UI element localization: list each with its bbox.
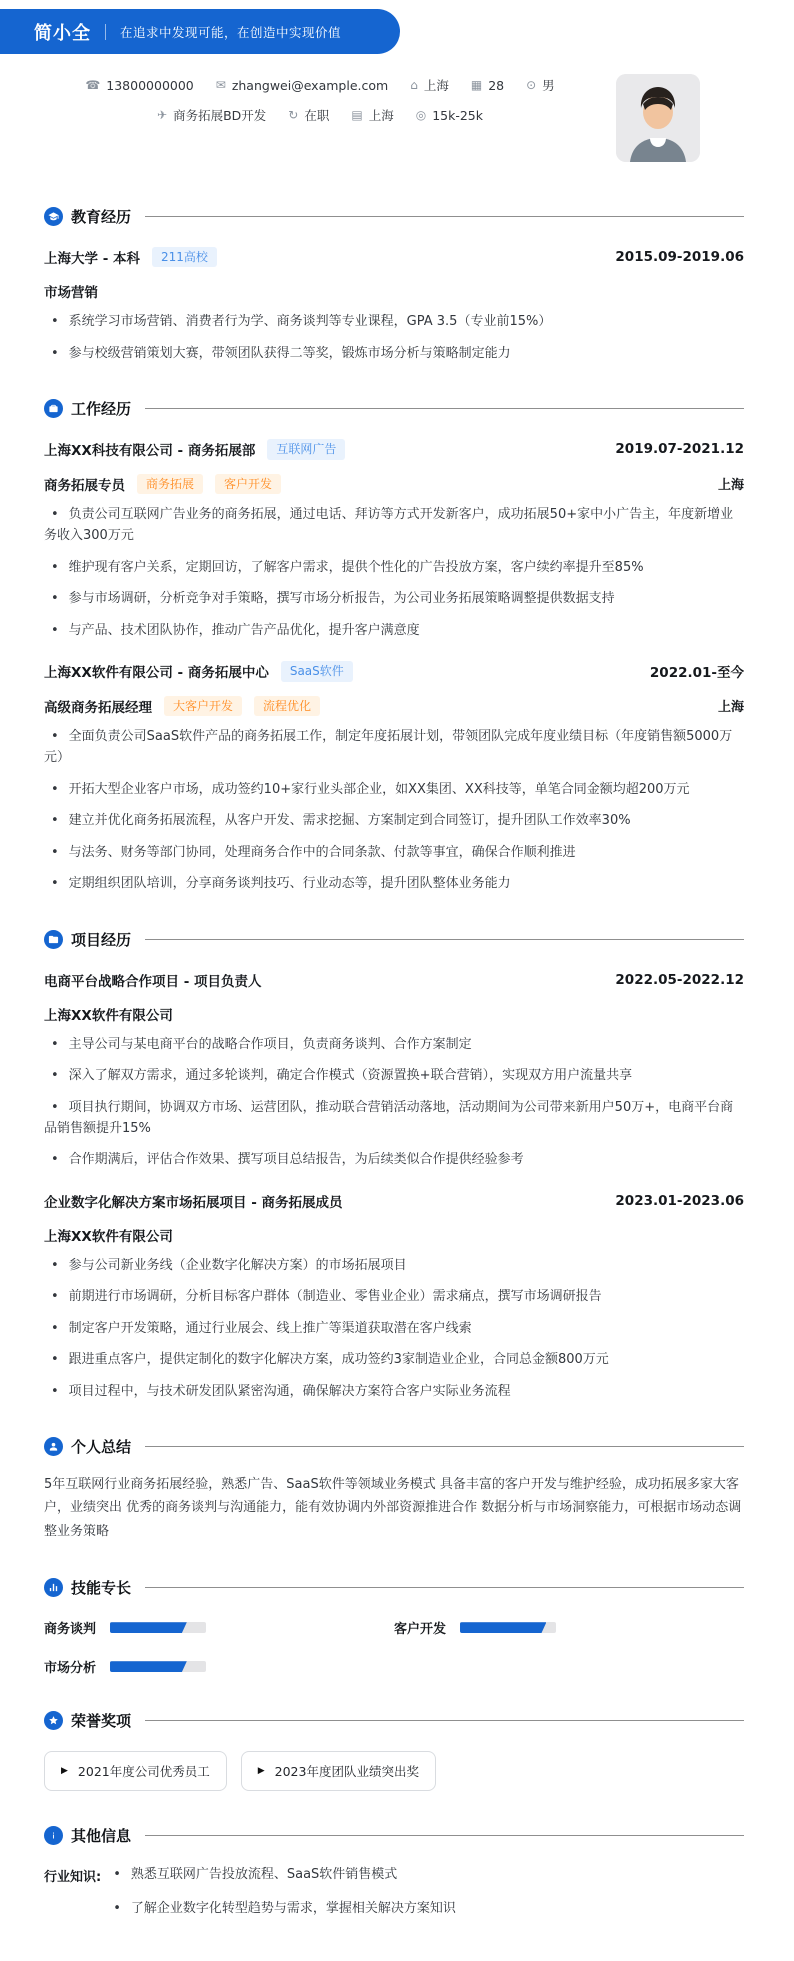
section-title-projects: 项目经历 — [71, 930, 132, 949]
profile-photo — [616, 74, 700, 162]
contact-city — [351, 106, 393, 124]
role-tag: 商务拓展 — [137, 474, 203, 494]
resume-body — [0, 206, 794, 1961]
gender-icon: ⊙ — [526, 78, 537, 92]
status-value: 在职 — [304, 108, 330, 123]
award-badge — [44, 1751, 227, 1791]
bullet-item: • 项目过程中，与技术研发团队紧密沟通，确保解决方案符合客户实际业务流程 — [44, 1381, 744, 1402]
contact-salary — [416, 108, 483, 123]
project-date: 2022.05-2022.12 — [615, 971, 744, 988]
section-title-summary: 个人总结 — [71, 1438, 132, 1457]
bar-chart-icon — [44, 1578, 63, 1597]
phone-icon: ☎ — [85, 78, 101, 92]
education-date: 2015.09-2019.06 — [615, 249, 744, 266]
bullet-item: • 深入了解双方需求，通过多轮谈判，确定合作模式（资源置换+联合营销），实现双方用户流量共享 — [44, 1065, 744, 1086]
award-label: 2021年度公司优秀员工 — [77, 1764, 210, 1780]
bullet-item: • 与产品、技术团队协作，推动广告产品优化，提升客户满意度 — [44, 620, 744, 641]
section-divider-line — [145, 939, 744, 940]
section-divider-line — [145, 1446, 744, 1447]
contact-header — [0, 72, 794, 172]
brand-name: 简小全 — [34, 22, 91, 44]
bullet-item: • 参与市场调研，分析竞争对手策略，撰写市场分析报告，为公司业务拓展策略调整提供数据支持 — [44, 588, 744, 609]
skill-name: 客户开发 — [394, 1622, 447, 1638]
section-title-skills: 技能专长 — [71, 1579, 132, 1598]
salary-value: 15k-25k — [432, 107, 483, 123]
bullet-item: • 了解企业数字化转型趋势与需求，掌握相关解决方案知识 — [113, 1898, 456, 1919]
person-icon — [44, 1437, 63, 1456]
awards-list — [44, 1751, 744, 1791]
role-title: 高级商务拓展经理 — [44, 699, 152, 716]
work-location: 上海 — [717, 700, 744, 716]
bullet-item: • 熟悉互联网广告投放流程、SaaS软件销售模式 — [113, 1864, 456, 1885]
skill-bar-fill — [110, 1661, 187, 1672]
work-bullets — [44, 504, 744, 641]
email-value: zhangwei@example.com — [231, 77, 389, 93]
gender-value: 男 — [542, 78, 555, 93]
work-role-row — [44, 474, 744, 494]
skills-grid — [44, 1618, 744, 1676]
skill-bar-track — [460, 1622, 556, 1633]
contact-phone — [85, 78, 193, 93]
skill-bar-fill — [110, 1622, 187, 1633]
banner-divider — [105, 24, 106, 40]
skill-name: 市场分析 — [44, 1661, 97, 1677]
project-company: 上海XX软件有限公司 — [44, 1007, 173, 1024]
industry-tag: SaaS软件 — [281, 661, 353, 681]
project-company-row — [44, 1225, 744, 1245]
bullet-item: • 主导公司与某电商平台的战略合作项目，负责商务谈判、合作方案制定 — [44, 1034, 744, 1055]
bullet-item: • 系统学习市场营销、消费者行为学、商务谈判等专业课程，GPA 3.5（专业前15%） — [44, 311, 744, 332]
contact-email — [216, 78, 388, 93]
briefcase-icon — [44, 399, 63, 418]
summary-text: 5年互联网行业商务拓展经验，熟悉广告、SaaS软件等领域业务模式 具备丰富的客户开发与维护经验，成功拓展多家大客户，业绩突出 优秀的商务谈判与沟通能力，能有效协调内外部资源推进合作 数据分析与市场洞察能力，可根据市场动态调整业务策略 — [44, 1477, 742, 1539]
bullet-item: • 定期组织团队培训，分享商务谈判技巧、行业动态等，提升团队整体业务能力 — [44, 873, 744, 894]
role-tag: 大客户开发 — [164, 696, 242, 716]
section-divider-line — [145, 1835, 744, 1836]
bullet-item: • 参与校级营销策划大赛，带领团队获得二等奖，锻炼市场分析与策略制定能力 — [44, 343, 744, 364]
contact-info — [0, 72, 640, 124]
bullet-item: • 全面负责公司SaaS软件产品的商务拓展工作，制定年度拓展计划，带领团队完成年度业绩目标（年度销售额5000万元） — [44, 726, 744, 769]
bullet-item: • 与法务、财务等部门协同，处理商务合作中的合同条款、付款等事宜，确保合作顺利推进 — [44, 842, 744, 863]
salary-icon: ◎ — [415, 108, 427, 122]
contact-job-intent — [157, 106, 266, 124]
skill-name: 商务谈判 — [44, 1622, 97, 1638]
email-icon: ✉ — [215, 78, 226, 92]
school-name: 上海大学 - 本科 — [44, 251, 141, 268]
project-name: 电商平台战略合作项目 - 项目负责人 — [44, 973, 262, 990]
section-divider-line — [145, 1720, 744, 1721]
skill-bar-track — [110, 1661, 206, 1672]
section-header-summary — [44, 1436, 744, 1457]
profile-photo-illustration — [616, 74, 700, 162]
section-header-skills — [44, 1577, 744, 1598]
award-badge — [241, 1751, 436, 1791]
project-entry-header — [44, 970, 744, 990]
project-name: 企业数字化解决方案市场拓展项目 - 商务拓展成员 — [44, 1194, 343, 1211]
contact-row-2 — [0, 106, 640, 124]
city-value: 上海 — [368, 108, 394, 123]
brand-banner — [0, 9, 400, 54]
section-header-education — [44, 206, 744, 227]
role-title: 商务拓展专员 — [44, 477, 125, 494]
major-name: 市场营销 — [44, 285, 98, 302]
bullet-item: • 前期进行市场调研，分析目标客户群体（制造业、零售业企业）需求痛点，撰写市场调研报告 — [44, 1286, 744, 1307]
role-tag: 客户开发 — [215, 474, 281, 494]
section-divider-line — [145, 216, 744, 217]
age-value: 28 — [488, 77, 505, 93]
home-icon: ⌂ — [410, 78, 418, 92]
age-icon: ▦ — [470, 78, 483, 92]
bullet-item: • 跟进重点客户，提供定制化的数字化解决方案，成功签约3家制造业企业，合同总金额800万元 — [44, 1349, 744, 1370]
paper-plane-icon: ✈ — [157, 108, 168, 122]
bullet-item: • 制定客户开发策略，通过行业展会、线上推广等渠道获取潜在客户线索 — [44, 1318, 744, 1339]
phone-value: 13800000000 — [106, 77, 194, 93]
project-date: 2023.01-2023.06 — [615, 1192, 744, 1209]
section-title-other: 其他信息 — [71, 1827, 132, 1846]
section-header-awards — [44, 1710, 744, 1731]
education-bullets — [44, 311, 744, 364]
section-header-projects — [44, 929, 744, 950]
section-header-other — [44, 1825, 744, 1846]
section-divider-line — [145, 1587, 744, 1588]
section-header-work — [44, 398, 744, 419]
graduation-cap-icon — [44, 207, 63, 226]
section-title-work: 工作经历 — [71, 400, 132, 419]
work-date: 2022.01-至今 — [649, 665, 744, 682]
school-tag: 211高校 — [152, 247, 217, 267]
status-icon: ↻ — [288, 108, 299, 122]
section-divider-line — [145, 408, 744, 409]
brand-tagline: 在追求中发现可能，在创造中实现价值 — [120, 24, 342, 40]
skill-item — [44, 1657, 394, 1676]
skill-item — [44, 1618, 394, 1637]
company-name: 上海XX软件有限公司 - 商务拓展中心 — [44, 665, 269, 682]
work-date: 2019.07-2021.12 — [615, 441, 744, 458]
contact-location — [410, 76, 449, 94]
work-location: 上海 — [717, 478, 744, 494]
bullet-item: • 负责公司互联网广告业务的商务拓展，通过电话、拜访等方式开发新客户，成功拓展50+家中小广告主，年度新增业务收入300万元 — [44, 504, 744, 547]
contact-age — [471, 78, 504, 93]
project-bullets — [44, 1255, 744, 1402]
section-title-awards: 荣誉奖项 — [71, 1712, 132, 1731]
work-bullets — [44, 726, 744, 895]
play-triangle-icon: ▶ — [61, 1766, 68, 1777]
project-entry-header — [44, 1191, 744, 1211]
bullet-item: • 维护现有客户关系，定期回访，了解客户需求，提供个性化的广告投放方案，客户续约率提升至85% — [44, 557, 744, 578]
project-company-row — [44, 1004, 744, 1024]
bullet-item: • 合作期满后，评估合作效果、撰写项目总结报告，为后续类似合作提供经验参考 — [44, 1149, 744, 1170]
contact-row-1 — [0, 76, 640, 94]
document-icon: ▤ — [351, 108, 363, 122]
industry-tag: 互联网广告 — [267, 439, 345, 459]
folder-icon — [44, 930, 63, 949]
work-entry-header — [44, 439, 744, 459]
contact-gender — [526, 76, 555, 94]
role-tag: 流程优化 — [254, 696, 320, 716]
work-entry-header — [44, 661, 744, 681]
other-info-label: 行业知识: — [44, 1870, 102, 1886]
bullet-item: • 开拓大型企业客户市场，成功签约10+家行业头部企业，如XX集团、XX科技等，单笔合同金额均超200万元 — [44, 779, 744, 800]
company-name: 上海XX科技有限公司 - 商务拓展部 — [44, 443, 256, 460]
education-entry-header — [44, 247, 744, 267]
other-info-list — [113, 1864, 456, 1931]
skill-item — [394, 1618, 744, 1637]
skill-bar-track — [110, 1622, 206, 1633]
section-title-education: 教育经历 — [71, 208, 132, 226]
bullet-item: • 参与公司新业务线（企业数字化解决方案）的市场拓展项目 — [44, 1255, 744, 1276]
project-bullets — [44, 1034, 744, 1171]
contact-status — [288, 106, 329, 124]
star-icon — [44, 1711, 63, 1730]
location-value: 上海 — [423, 78, 449, 93]
info-icon — [44, 1826, 63, 1845]
bullet-item: • 建立并优化商务拓展流程，从客户开发、需求挖掘、方案制定到合同签订，提升团队工作效率30% — [44, 810, 744, 831]
award-label: 2023年度团队业绩突出奖 — [274, 1764, 419, 1780]
work-role-row — [44, 696, 744, 716]
project-company: 上海XX软件有限公司 — [44, 1228, 173, 1245]
bullet-item: • 项目执行期间，协调双方市场、运营团队，推动联合营销活动落地，活动期间为公司带来新用户50万+，电商平台商品销售额提升15% — [44, 1097, 744, 1140]
job-intent-value: 商务拓展BD开发 — [173, 108, 267, 123]
skill-bar-fill — [460, 1622, 546, 1633]
education-major-row — [44, 281, 744, 301]
other-info-row — [44, 1864, 744, 1931]
play-triangle-icon: ▶ — [257, 1766, 265, 1777]
